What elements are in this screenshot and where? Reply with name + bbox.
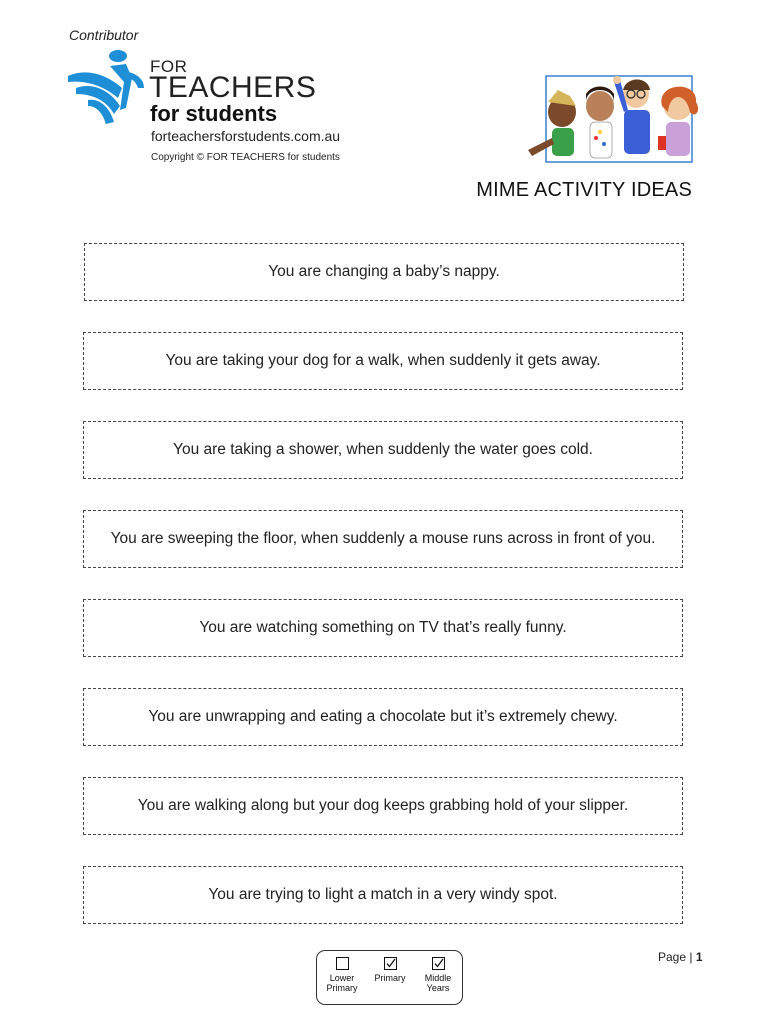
brand-url: forteachersforstudents.com.au bbox=[151, 128, 341, 144]
mime-card-text: You are watching something on TV that’s really funny. bbox=[199, 619, 567, 636]
mime-card-text: You are sweeping the floor, when suddenly a mouse runs across in front of you. bbox=[110, 530, 656, 547]
empty-checkbox-icon bbox=[336, 957, 349, 970]
checked-checkbox-icon bbox=[432, 957, 445, 970]
level-label: Primary bbox=[374, 973, 406, 983]
level-label: Middle bbox=[424, 973, 452, 983]
level-label: Years bbox=[426, 983, 450, 993]
mime-card bbox=[83, 332, 683, 390]
level-label: Lower bbox=[329, 973, 355, 983]
year-level-primary bbox=[367, 957, 413, 983]
contributor-label: Contributor bbox=[69, 27, 139, 43]
children-illustration-icon bbox=[522, 72, 712, 167]
brand-for: FOR bbox=[150, 57, 188, 76]
brand-teachers: TEACHERS bbox=[149, 71, 317, 104]
mime-card bbox=[83, 688, 683, 746]
level-label: Primary bbox=[326, 983, 358, 993]
mime-card-text: You are walking along but your dog keeps grabbing hold of your slipper. bbox=[137, 797, 629, 814]
for-teachers-logo-icon bbox=[66, 48, 146, 126]
mime-card bbox=[83, 510, 683, 568]
mime-card-text: You are taking a shower, when suddenly the water goes cold. bbox=[173, 441, 593, 458]
year-level-box bbox=[316, 950, 463, 1005]
mime-card-text: You are trying to light a match in a very windy spot. bbox=[208, 886, 558, 903]
page-label-text: Page | bbox=[658, 950, 696, 964]
mime-card-text: You are unwrapping and eating a chocolate but it’s extremely chewy. bbox=[148, 708, 618, 725]
mime-card bbox=[83, 599, 683, 657]
page-number-value: 1 bbox=[695, 950, 703, 964]
mime-card-text: You are changing a baby’s nappy. bbox=[268, 263, 500, 280]
year-level-lower-primary bbox=[319, 957, 365, 993]
mime-card-text: You are taking your dog for a walk, when suddenly it gets away. bbox=[165, 352, 601, 369]
checked-checkbox-icon bbox=[384, 957, 397, 970]
mime-card bbox=[83, 421, 683, 479]
page-title: MIME ACTIVITY IDEAS bbox=[476, 179, 692, 201]
mime-card bbox=[83, 777, 683, 835]
year-level-middle-years bbox=[415, 957, 461, 993]
brand-students: for students bbox=[150, 101, 278, 126]
copyright-notice: Copyright © FOR TEACHERS for students bbox=[151, 152, 340, 163]
mime-card bbox=[84, 243, 684, 301]
page-number bbox=[658, 950, 703, 964]
mime-card bbox=[83, 866, 683, 924]
